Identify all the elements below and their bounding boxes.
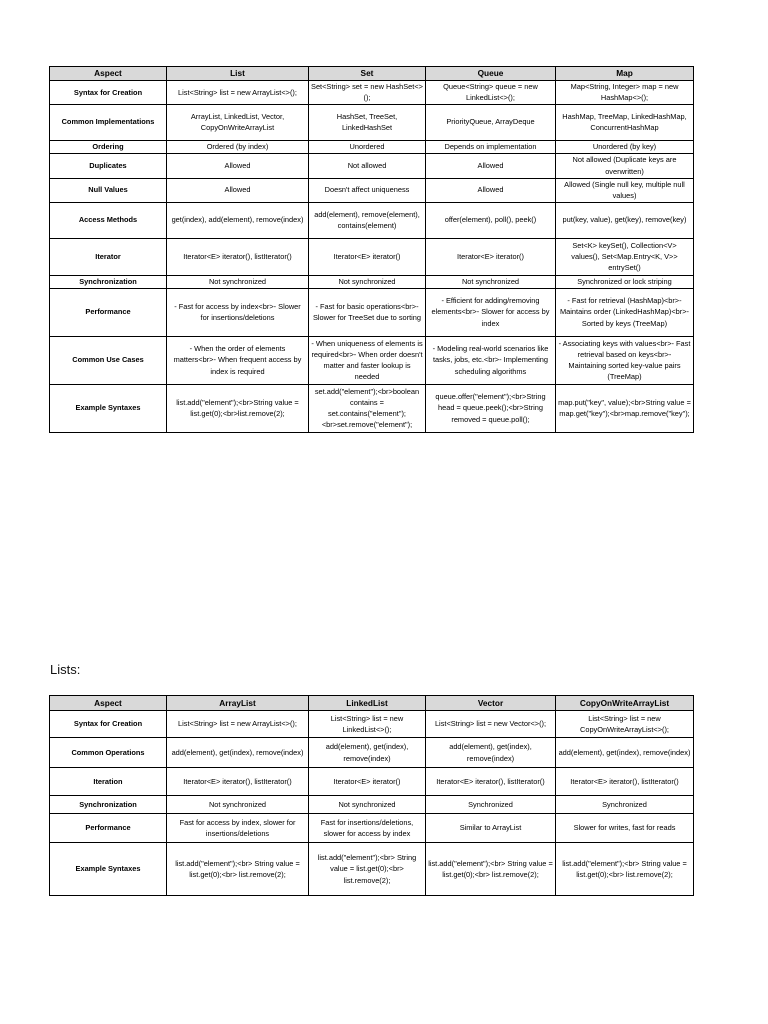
table-cell: add(element), remove(element), contains(element) [309,202,426,238]
table-cell: - When uniqueness of elements is required<br>- When order doesn't matter and faster lookup is needed [309,336,426,384]
row-label: Null Values [50,178,167,202]
header-cell-arraylist: ArrayList [167,696,309,711]
header-cell-aspect: Aspect [50,67,167,81]
table-row-syntax-for-creation [50,711,694,738]
table-cell: Iterator<E> iterator() [309,238,426,275]
table-cell: - Efficient for adding/removing elements<br>- Slower for access by index [426,288,556,336]
table-cell: Allowed (Single null key, multiple null values) [556,178,694,202]
row-label: Common Implementations [50,104,167,140]
table-cell: Depends on implementation [426,140,556,153]
table-cell: Not allowed [309,153,426,178]
row-label: Synchronization [50,796,167,814]
table-cell: list.add("element");<br> String value = list.get(0);<br> list.remove(2); [426,843,556,896]
table-row-example-syntaxes [50,384,694,432]
table-cell: Map<String, Integer> map = new HashMap<>(); [556,81,694,105]
table-cell: list.add("element");<br> String value = list.get(0);<br> list.remove(2); [167,843,309,896]
table-cell: Queue<String> queue = new LinkedList<>(); [426,81,556,105]
row-label: Duplicates [50,153,167,178]
header-cell-aspect: Aspect [50,696,167,711]
table-cell: list.add("element");<br> String value = list.get(0);<br> list.remove(2); [309,843,426,896]
table-row-synchronization [50,275,694,288]
table-cell: - Fast for retrieval (HashMap)<br>- Maintains order (LinkedHashMap)<br>- Sorted by keys (TreeMap) [556,288,694,336]
table-cell: Set<String> set = new HashSet<>(); [309,81,426,105]
table-cell: Synchronized or lock striping [556,275,694,288]
table-cell: Not synchronized [167,796,309,814]
table-cell: Not synchronized [309,275,426,288]
table-cell: queue.offer("element");<br>String head = queue.peek();<br>String removed = queue.poll(); [426,384,556,432]
table-cell: List<String> list = new LinkedList<>(); [309,711,426,738]
table-row-common-operations [50,738,694,768]
row-label: Common Operations [50,738,167,768]
table-row-common-implementations [50,104,694,140]
table-row-example-syntaxes [50,843,694,896]
table-row-synchronization [50,796,694,814]
header-cell-queue: Queue [426,67,556,81]
header-cell-set: Set [309,67,426,81]
table-cell: get(index), add(element), remove(index) [167,202,309,238]
table-row-duplicates [50,153,694,178]
table-row-syntax-for-creation [50,81,694,105]
header-cell-list: List [167,67,309,81]
table-cell: Iterator<E> iterator(), listIterator() [167,768,309,796]
table-cell: set.add("element");<br>boolean contains = set.contains("element");<br>set.remove("element"); [309,384,426,432]
header-row [50,696,694,711]
table-cell: List<String> list = new ArrayList<>(); [167,711,309,738]
table-cell: HashMap, TreeMap, LinkedHashMap, ConcurrentHashMap [556,104,694,140]
table-cell: - Fast for access by index<br>- Slower for insertions/deletions [167,288,309,336]
row-label: Example Syntaxes [50,843,167,896]
table-cell: map.put("key", value);<br>String value = map.get("key");<br>map.remove("key"); [556,384,694,432]
table-cell: Iterator<E> iterator() [309,768,426,796]
table-cell: Doesn't affect uniqueness [309,178,426,202]
table-cell: - Fast for basic operations<br>- Slower for TreeSet due to sorting [309,288,426,336]
table-cell: Ordered (by index) [167,140,309,153]
table-cell: add(element), get(index), remove(index) [309,738,426,768]
table-cell: PriorityQueue, ArrayDeque [426,104,556,140]
table-cell: List<String> list = new Vector<>(); [426,711,556,738]
table-cell: Allowed [426,153,556,178]
table-cell: HashSet, TreeSet, LinkedHashSet [309,104,426,140]
table-cell: ArrayList, LinkedList, Vector, CopyOnWriteArrayList [167,104,309,140]
row-label: Syntax for Creation [50,81,167,105]
table-cell: Similar to ArrayList [426,814,556,843]
table-cell: Allowed [167,178,309,202]
table-cell: Not allowed (Duplicate keys are overwritten) [556,153,694,178]
table-row-ordering [50,140,694,153]
table-cell: Not synchronized [426,275,556,288]
row-label: Access Methods [50,202,167,238]
row-label: Common Use Cases [50,336,167,384]
header-cell-copyonwritearraylist: CopyOnWriteArrayList [556,696,694,711]
row-label: Synchronization [50,275,167,288]
table-cell: Fast for access by index, slower for insertions/deletions [167,814,309,843]
table-cell: List<String> list = new CopyOnWriteArrayList<>(); [556,711,694,738]
row-label: Example Syntaxes [50,384,167,432]
table-cell: Not synchronized [167,275,309,288]
table-cell: Allowed [426,178,556,202]
table-cell: Synchronized [426,796,556,814]
table-cell: Synchronized [556,796,694,814]
table-cell: - Modeling real-world scenarios like tasks, jobs, etc.<br>- Implementing scheduling algorithms [426,336,556,384]
table-cell: Slower for writes, fast for reads [556,814,694,843]
lists-comparison-table [49,695,694,896]
row-label: Performance [50,288,167,336]
header-cell-linkedlist: LinkedList [309,696,426,711]
table-row-access-methods [50,202,694,238]
table-cell: List<String> list = new ArrayList<>(); [167,81,309,105]
row-label: Syntax for Creation [50,711,167,738]
table-cell: Iterator<E> iterator(), listIterator() [167,238,309,275]
table-row-iteration [50,768,694,796]
table-row-null-values [50,178,694,202]
header-row [50,67,694,81]
table-cell: Unordered [309,140,426,153]
table-cell: list.add("element");<br> String value = list.get(0);<br> list.remove(2); [556,843,694,896]
row-label: Ordering [50,140,167,153]
table-cell: Iterator<E> iterator(), listIterator() [426,768,556,796]
header-cell-vector: Vector [426,696,556,711]
table-row-performance [50,814,694,843]
table-cell: Not synchronized [309,796,426,814]
table-row-performance [50,288,694,336]
table-cell: Allowed [167,153,309,178]
header-cell-map: Map [556,67,694,81]
lists-section-heading: Lists: [50,662,81,677]
table-cell: put(key, value), get(key), remove(key) [556,202,694,238]
table-cell: Set<K> keySet(), Collection<V> values(), Set<Map.Entry<K, V>> entrySet() [556,238,694,275]
collections-comparison-table [49,66,694,433]
table-row-common-use-cases [50,336,694,384]
table-cell: - When the order of elements matters<br>- When frequent access by index is required [167,336,309,384]
table-cell: offer(element), poll(), peek() [426,202,556,238]
table-cell: Iterator<E> iterator() [426,238,556,275]
table-cell: add(element), get(index), remove(index) [556,738,694,768]
table-row-iterator [50,238,694,275]
table-cell: Iterator<E> iterator(), listIterator() [556,768,694,796]
table-cell: Unordered (by key) [556,140,694,153]
row-label: Performance [50,814,167,843]
table-cell: add(element), get(index), remove(index) [167,738,309,768]
table-cell: - Associating keys with values<br>- Fast retrieval based on keys<br>- Maintaining sorted key-value pairs (TreeMap) [556,336,694,384]
row-label: Iterator [50,238,167,275]
table-cell: Fast for insertions/deletions, slower for access by index [309,814,426,843]
table-cell: add(element), get(index), remove(index) [426,738,556,768]
row-label: Iteration [50,768,167,796]
table-cell: list.add("element");<br>String value = list.get(0);<br>list.remove(2); [167,384,309,432]
